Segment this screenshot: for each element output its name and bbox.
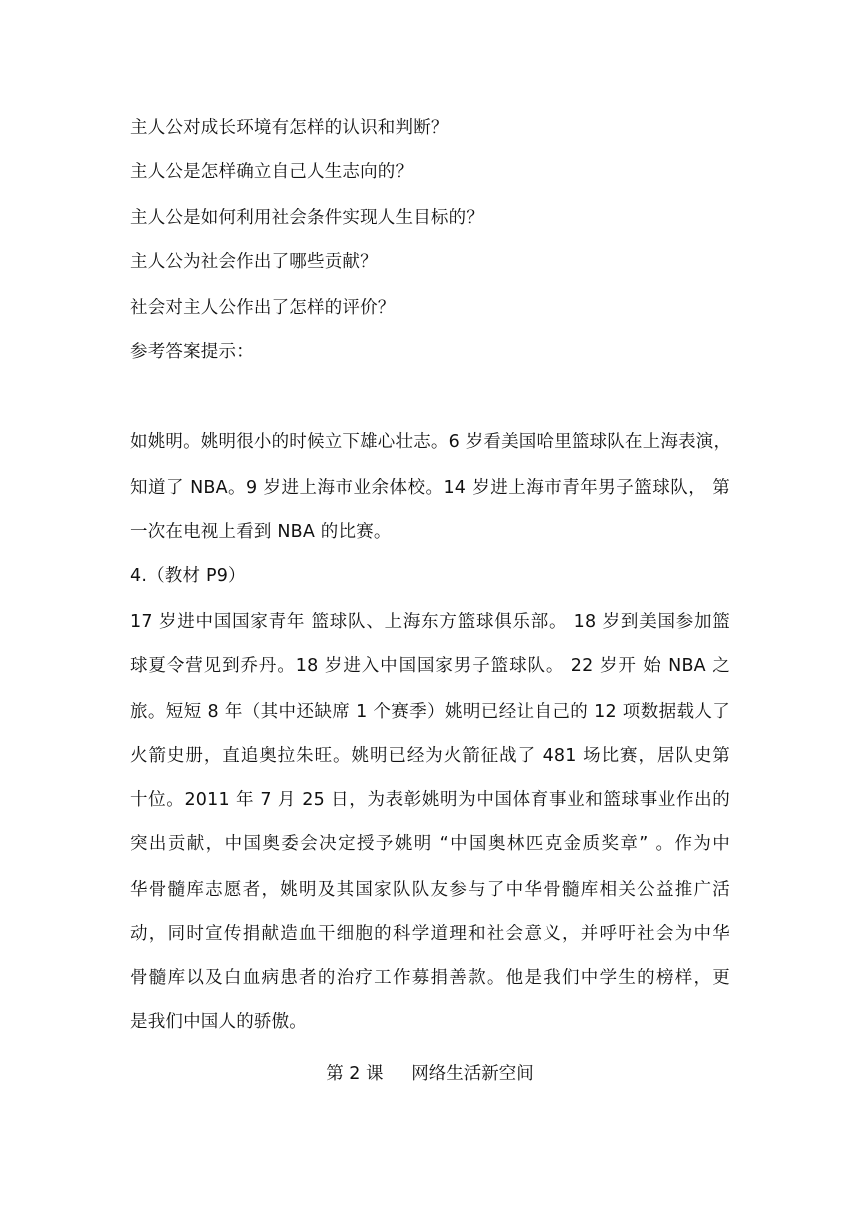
section-reference: 4.（教材 P9） xyxy=(130,566,246,586)
question-line: 主人公为社会作出了哪些贡献？ xyxy=(130,252,378,272)
question-line: 主人公是如何利用社会条件实现人生目标的？ xyxy=(130,208,484,228)
question-line: 社会对主人公作出了怎样的评价？ xyxy=(130,298,396,318)
paragraph-line: 球夏令营见到乔丹。18 岁进入中国国家男子篮球队。 22 岁开 始 NBA 之 xyxy=(130,656,730,676)
question-line: 主人公是怎样确立自己人生志向的？ xyxy=(130,162,414,182)
paragraph-line: 动，同时宣传捐献造血干细胞的科学道理和社会意义，并呼吁社会为中华 xyxy=(130,924,730,944)
paragraph-line: 是我们中国人的骄傲。 xyxy=(130,1012,307,1032)
paragraph-line: 十位。2011 年 7 月 25 日，为表彰姚明为中国体育事业和篮球事业作出的 xyxy=(130,790,730,810)
answer-hint-label: 参考答案提示： xyxy=(130,342,254,362)
paragraph-line: 华骨髓库志愿者，姚明及其国家队队友参与了中华骨髓库相关公益推广活 xyxy=(130,880,730,900)
paragraph-line: 一次在电视上看到 NBA 的比赛。 xyxy=(130,522,392,542)
question-line: 主人公对成长环境有怎样的认识和判断？ xyxy=(130,118,449,138)
paragraph-line: 17 岁进中国国家青年 篮球队、上海东方篮球俱乐部。 18 岁到美国参加篮 xyxy=(130,612,730,632)
paragraph-line: 旅。短短 8 年（其中还缺席 1 个赛季）姚明已经让自己的 12 项数据载人了 xyxy=(130,702,730,722)
paragraph-line: 知道了 NBA。9 岁进上海市业余体校。14 岁进上海市青年男子篮球队， 第 xyxy=(130,478,730,498)
paragraph-line: 骨髓库以及白血病患者的治疗工作募捐善款。他是我们中学生的榜样，更 xyxy=(130,968,730,988)
lesson-heading: 第 2 课 网络生活新空间 xyxy=(326,1064,534,1084)
paragraph-line: 火箭史册，直追奥拉朱旺。姚明已经为火箭征战了 481 场比赛，居队史第 xyxy=(130,746,730,766)
paragraph-line: 如姚明。姚明很小的时候立下雄心壮志。6 岁看美国哈里篮球队在上海表演， xyxy=(130,432,732,452)
paragraph-line: 突出贡献，中国奥委会决定授予姚明 “中国奥林匹克金质奖章” 。作为中 xyxy=(130,834,730,854)
